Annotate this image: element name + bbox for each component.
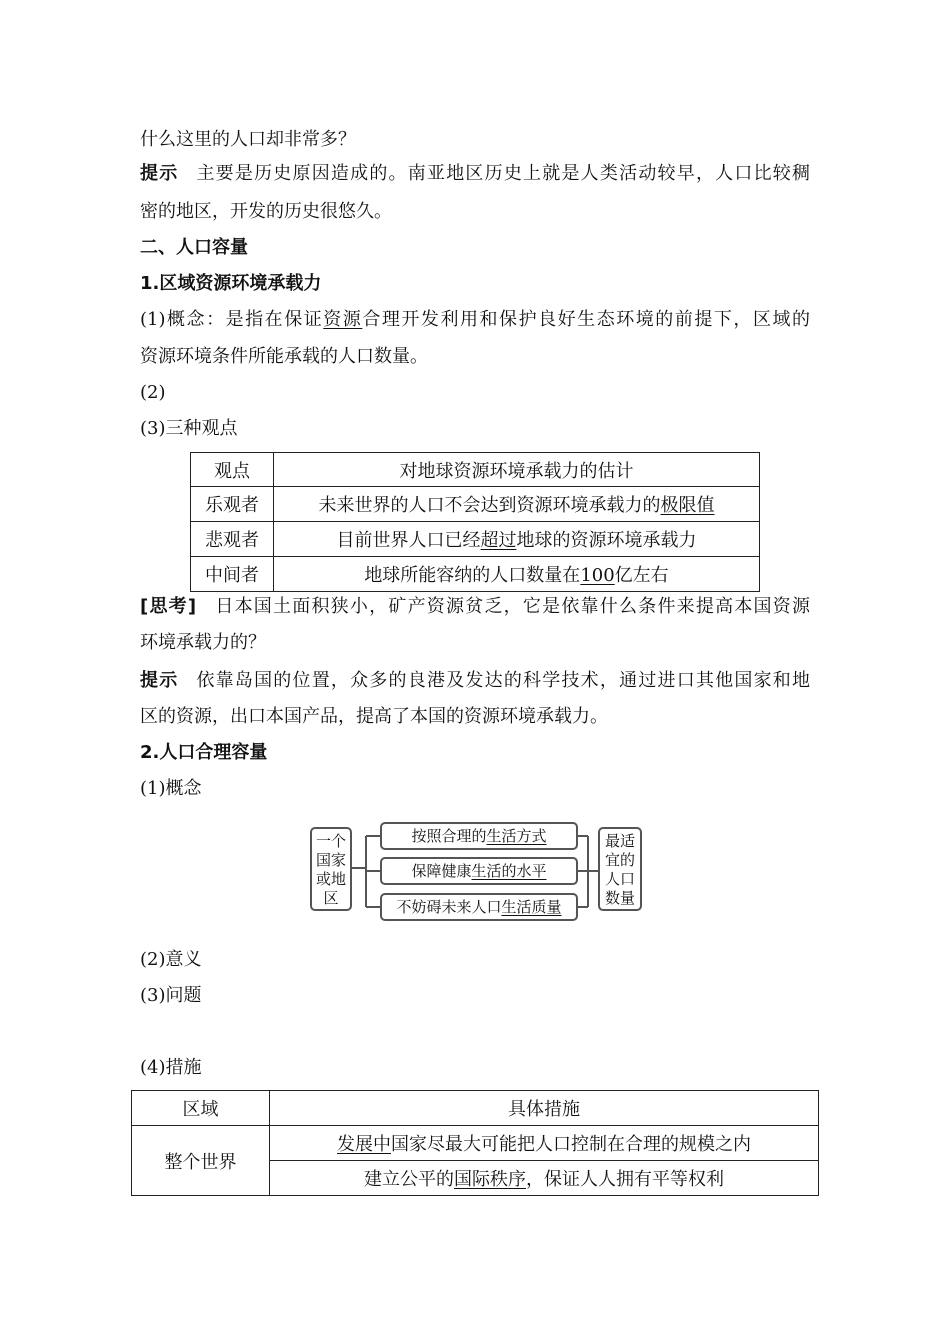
measures-table xyxy=(131,1090,819,1196)
measure-cell xyxy=(270,1161,819,1196)
think-line1 xyxy=(140,596,810,618)
estimate-text: 未来世界的人口不会达到资源环境承载力的 xyxy=(318,495,661,516)
diagram-left-box xyxy=(310,827,352,911)
diagram-left-text: 一个 xyxy=(315,832,346,850)
diagram-left-text: 国家 xyxy=(315,851,346,869)
tip2-text1: 依靠岛国的位置，众多的良港及发达的科学技术，通过进口其他国家和地 xyxy=(196,670,811,691)
tip2-line2: 区的资源，出口本国产品，提高了本国的资源环境承载力。 xyxy=(140,706,608,727)
diagram-mid-text: 保障健康 xyxy=(411,862,472,880)
sub1-title: 1.区域资源环境承载力 xyxy=(140,273,322,294)
diagram-right-text: 最适 xyxy=(604,832,635,850)
concept2: (1)概念 xyxy=(140,778,202,799)
diagram-right-text: 宜的 xyxy=(604,851,635,869)
tip2-line1 xyxy=(140,670,810,692)
estimate-cell xyxy=(274,487,760,522)
diagram-mid-box xyxy=(380,893,578,921)
measure-text: ，保证人人拥有平等权利 xyxy=(526,1169,724,1190)
concept-text-b: 合理开发利用和保护良好生态环境的前提下，区域的 xyxy=(362,309,811,330)
think-text1: 日本国土面积狭小，矿产资源贫乏，它是依靠什么条件来提高本国资源 xyxy=(214,596,811,617)
measures: (4)措施 xyxy=(140,1057,202,1078)
diagram-mid-underline: 生活的水平 xyxy=(471,862,547,880)
item3: (3)三种观点 xyxy=(140,418,238,439)
region-cell: 整个世界 xyxy=(132,1126,270,1196)
diagram-left-text: 或地 xyxy=(315,870,346,888)
item2: (2) xyxy=(140,382,166,403)
estimate-underline: 超过 xyxy=(480,530,517,551)
measure-text: 国家尽最大可能把人口控制在合理的规模之内 xyxy=(391,1134,751,1155)
measure-underline: 发展中 xyxy=(337,1134,391,1155)
measures-header-row xyxy=(132,1091,819,1126)
estimate-text: 地球所能容纳的人口数量在 xyxy=(364,565,581,586)
tip1-line1 xyxy=(140,163,810,185)
think-line2: 环境承载力的？ xyxy=(140,632,266,653)
estimate-underline: 100 xyxy=(580,565,615,586)
view-cell: 中间者 xyxy=(191,557,274,592)
view-cell: 乐观者 xyxy=(191,487,274,522)
population-capacity-diagram xyxy=(308,818,644,918)
measures-header-region: 区域 xyxy=(132,1091,270,1126)
table-row xyxy=(191,487,760,522)
table-row xyxy=(191,522,760,557)
views-header-view: 观点 xyxy=(191,453,274,487)
concept-text-a: (1)概念：是指在保证 xyxy=(140,309,324,330)
measure-cell xyxy=(270,1126,819,1161)
diagram-right-text: 数量 xyxy=(604,889,635,907)
diagram-mid-underline: 生活方式 xyxy=(486,827,547,845)
estimate-cell xyxy=(274,522,760,557)
intro-line: 什么这里的人口却非常多？ xyxy=(140,129,356,150)
problem: (3)问题 xyxy=(140,985,202,1006)
estimate-cell xyxy=(274,557,760,592)
concept-underline: 资源 xyxy=(323,309,363,330)
meaning: (2)意义 xyxy=(140,949,202,970)
diagram-right-text: 人口 xyxy=(604,870,635,888)
views-header-estimate: 对地球资源环境承载力的估计 xyxy=(274,453,760,487)
diagram-mid-box xyxy=(380,822,578,850)
diagram-mid-underline: 生活质量 xyxy=(501,898,562,916)
tip1-label: 提示 xyxy=(140,163,179,184)
section2-title: 二、人口容量 xyxy=(140,237,248,258)
table-row xyxy=(132,1126,819,1161)
view-cell: 悲观者 xyxy=(191,522,274,557)
measures-header-measure: 具体措施 xyxy=(270,1091,819,1126)
estimate-text: 目前世界人口已经 xyxy=(336,530,481,551)
views-table xyxy=(190,452,760,592)
tip1-line2: 密的地区，开发的历史很悠久。 xyxy=(140,201,392,222)
tip1-text1: 主要是历史原因造成的。南亚地区历史上就是人类活动较早，人口比较稠 xyxy=(196,163,811,184)
sub2-title: 2.人口合理容量 xyxy=(140,742,268,763)
diagram-mid-text: 不妨碍未来人口 xyxy=(396,898,502,916)
views-header-row xyxy=(191,453,760,487)
diagram-mid-text: 按照合理的 xyxy=(411,827,487,845)
table-row xyxy=(191,557,760,592)
concept-line2: 资源环境条件所能承载的人口数量。 xyxy=(140,346,428,367)
concept-line1 xyxy=(140,309,810,331)
tip2-label: 提示 xyxy=(140,670,179,691)
estimate-text: 地球的资源环境承载力 xyxy=(516,530,697,551)
estimate-underline: 极限值 xyxy=(660,495,715,516)
estimate-text: 亿左右 xyxy=(614,565,669,586)
diagram-right-box xyxy=(598,827,642,911)
diagram-mid-box xyxy=(380,857,578,885)
diagram-left-text: 区 xyxy=(323,889,339,907)
think-label: [思考] xyxy=(140,596,197,617)
measure-underline: 国际秩序 xyxy=(454,1169,526,1190)
measure-text: 建立公平的 xyxy=(364,1169,454,1190)
